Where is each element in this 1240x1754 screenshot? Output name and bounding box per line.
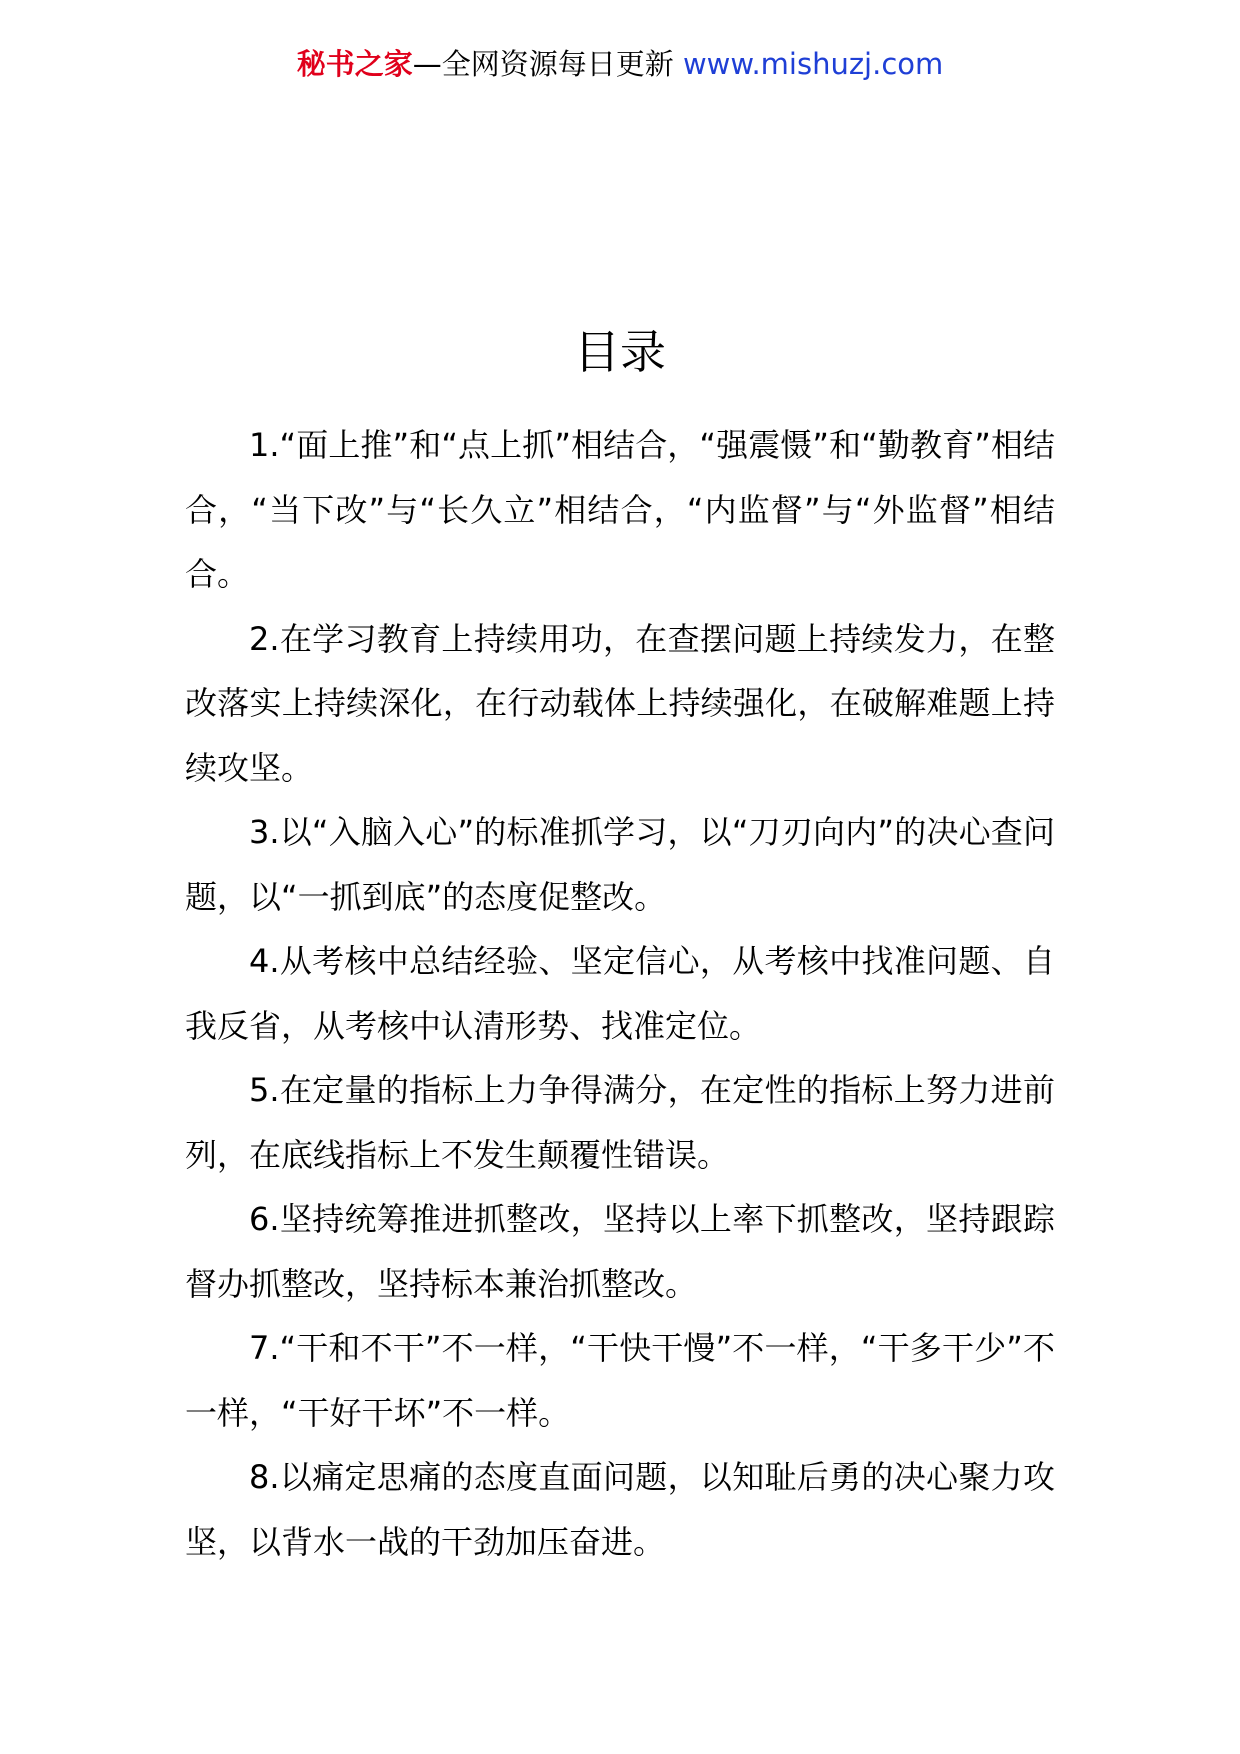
toc-item-4: 4.从考核中总结经验、坚定信心，从考核中找准问题、自我反省，从考核中认清形势、找准定位。 xyxy=(185,942,1055,1045)
site-url-link[interactable]: www.mishuzj.com xyxy=(682,47,944,81)
toc-item-2: 2.在学习教育上持续用功，在查摆问题上持续发力，在整改落实上持续深化，在行动载体上持续强化，在破解难题上持续攻坚。 xyxy=(185,619,1055,787)
site-header xyxy=(0,44,1240,84)
toc-item-1: 1.“面上推”和“点上抓”相结合，“强震慑”和“勤教育”相结合，“当下改”与“长久立”相结合，“内监督”与“外监督”相结合。 xyxy=(185,426,1055,593)
toc-item-7: 7.“干和不干”不一样，“干快干慢”不一样，“干多干少”不一样，“干好干坏”不一样。 xyxy=(185,1329,1055,1432)
document-title: 目录 xyxy=(574,325,666,379)
table-of-contents xyxy=(185,413,1055,1574)
toc-item-3: 3.以“入脑入心”的标准抓学习，以“刀刃向内”的决心查问题，以“一抓到底”的态度促整改。 xyxy=(185,813,1055,916)
site-brand: 秘书之家 xyxy=(296,47,413,81)
toc-item-6: 6.坚持统筹推进抓整改，坚持以上率下抓整改，坚持跟踪督办抓整改，坚持标本兼治抓整改。 xyxy=(185,1200,1055,1303)
site-tagline: —全网资源每日更新 xyxy=(412,47,683,81)
toc-item-5: 5.在定量的指标上力争得满分，在定性的指标上努力进前列，在底线指标上不发生颠覆性错误。 xyxy=(185,1071,1055,1174)
toc-item-8: 8.以痛定思痛的态度直面问题，以知耻后勇的决心聚力攻坚，以背水一战的干劲加压奋进。 xyxy=(185,1458,1055,1561)
